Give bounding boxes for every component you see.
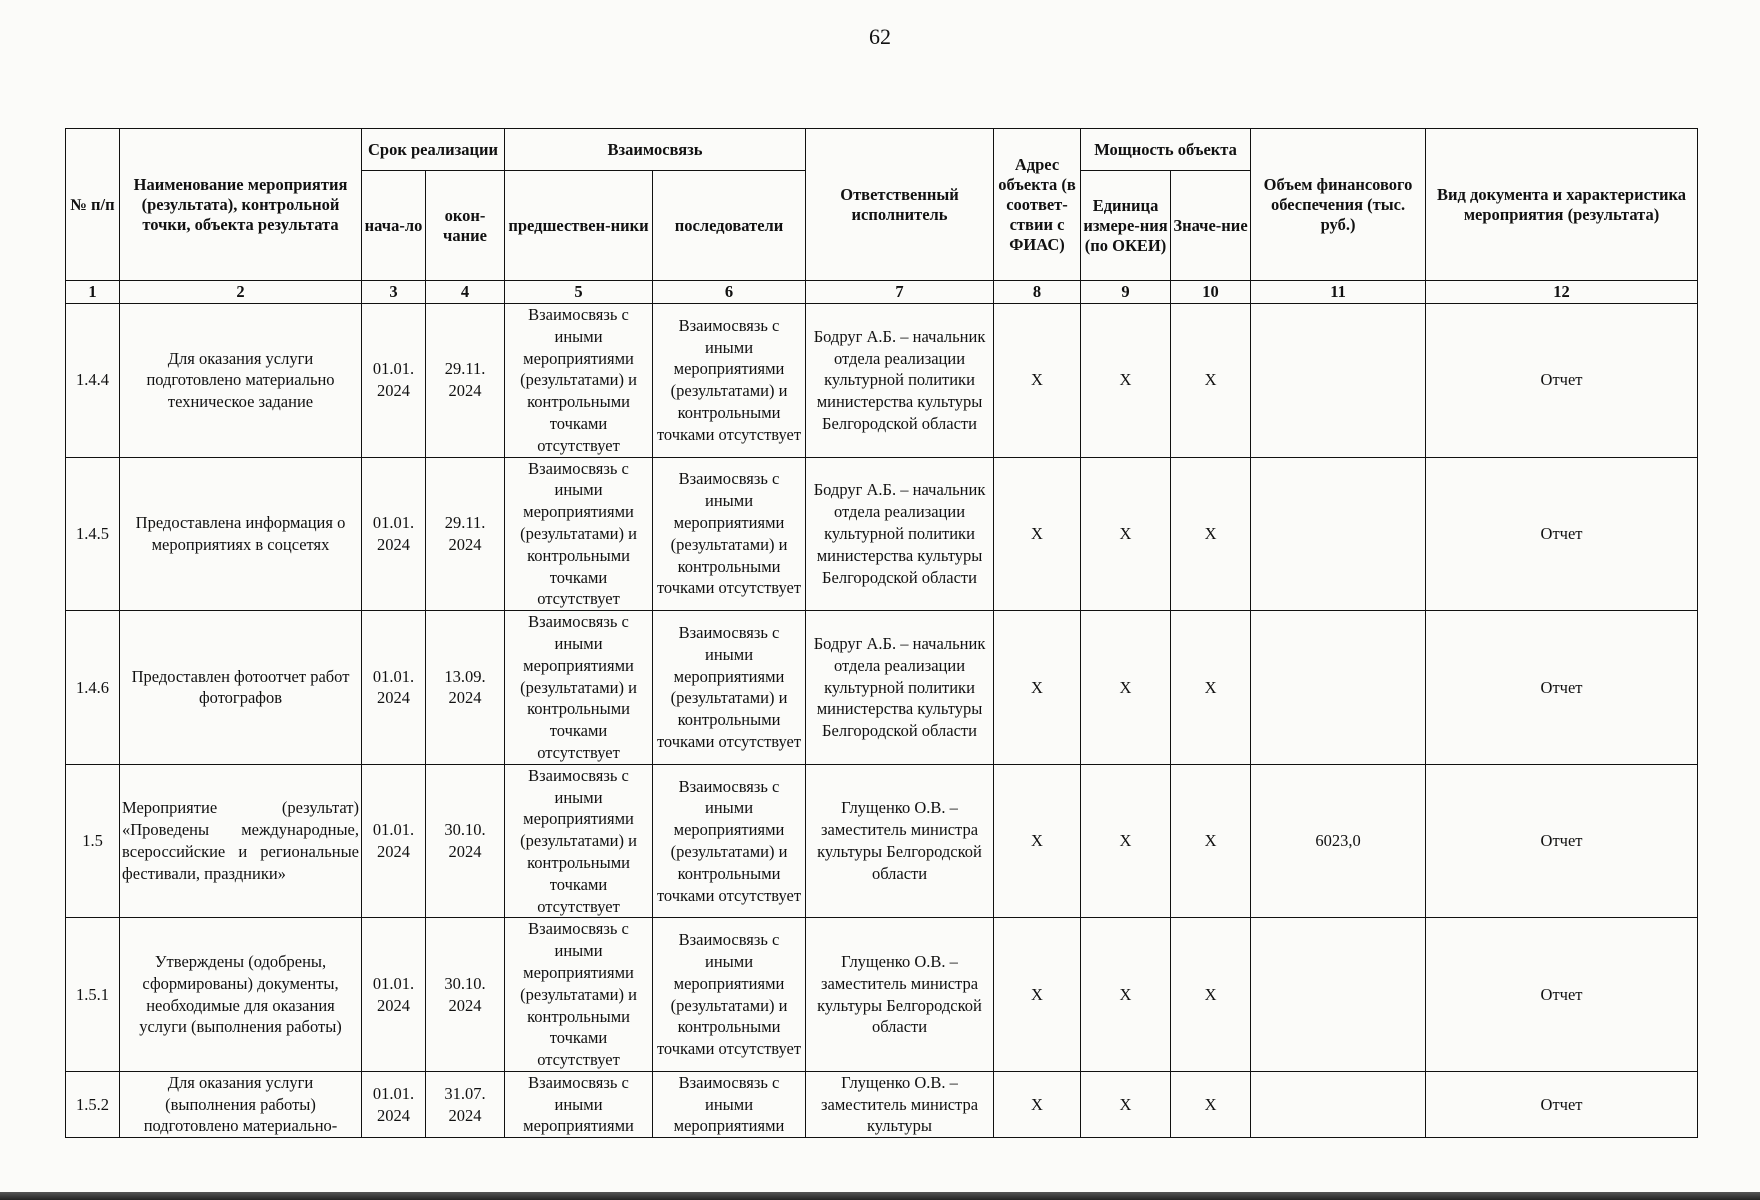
column-number: 5	[505, 281, 653, 304]
row-doc-type: Отчет	[1426, 764, 1698, 918]
row-value: Х	[1171, 457, 1251, 611]
row-end: 30.10. 2024	[426, 764, 505, 918]
row-value: Х	[1171, 764, 1251, 918]
row-start: 01.01. 2024	[362, 304, 426, 458]
row-predecessors: Взаимосвязь с иными мероприятиями (результатами) и контрольными точками отсутствует	[505, 304, 653, 458]
header-term: Срок реализации	[362, 129, 505, 171]
row-responsible: Глущенко О.В. – заместитель министра культуры	[806, 1071, 994, 1137]
row-doc-type: Отчет	[1426, 918, 1698, 1072]
row-name: Для оказания услуги подготовлено материально техническое задание	[120, 304, 362, 458]
row-value: Х	[1171, 918, 1251, 1072]
row-unit: Х	[1081, 457, 1171, 611]
header-num: № п/п	[66, 129, 120, 281]
row-predecessors: Взаимосвязь с иными мероприятиями (результатами) и контрольными точками отсутствует	[505, 611, 653, 765]
row-doc-type: Отчет	[1426, 1071, 1698, 1137]
row-name: Для оказания услуги (выполнения работы) подготовлено материально-	[120, 1071, 362, 1137]
row-num: 1.5.1	[66, 918, 120, 1072]
row-responsible: Глущенко О.В. – заместитель министра культуры Белгородской области	[806, 764, 994, 918]
row-predecessors: Взаимосвязь с иными мероприятиями (результатами) и контрольными точками отсутствует	[505, 764, 653, 918]
row-successors: Взаимосвязь с иными мероприятиями	[653, 1071, 806, 1137]
row-responsible: Бодруг А.Б. – начальник отдела реализации культурной политики министерства культуры Белгородской области	[806, 457, 994, 611]
row-num: 1.4.4	[66, 304, 120, 458]
header-doc-type: Вид документа и характеристика мероприятия (результата)	[1426, 129, 1698, 281]
header-responsible: Ответственный исполнитель	[806, 129, 994, 281]
row-unit: Х	[1081, 764, 1171, 918]
row-address: Х	[994, 611, 1081, 765]
row-unit: Х	[1081, 1071, 1171, 1137]
row-finance	[1251, 1071, 1426, 1137]
row-finance	[1251, 457, 1426, 611]
row-end: 29.11. 2024	[426, 457, 505, 611]
row-responsible: Глущенко О.В. – заместитель министра культуры Белгородской области	[806, 918, 994, 1072]
row-num: 1.4.5	[66, 457, 120, 611]
row-predecessors: Взаимосвязь с иными мероприятиями	[505, 1071, 653, 1137]
page-number: 62	[869, 24, 891, 49]
row-start: 01.01. 2024	[362, 457, 426, 611]
row-name: Утверждены (одобрены, сформированы) документы, необходимые для оказания услуги (выполнения работы)	[120, 918, 362, 1072]
row-predecessors: Взаимосвязь с иными мероприятиями (результатами) и контрольными точками отсутствует	[505, 918, 653, 1072]
column-number: 8	[994, 281, 1081, 304]
row-unit: Х	[1081, 611, 1171, 765]
row-doc-type: Отчет	[1426, 457, 1698, 611]
column-number: 11	[1251, 281, 1426, 304]
header-successors: последователи	[653, 171, 806, 281]
column-number: 3	[362, 281, 426, 304]
row-successors: Взаимосвязь с иными мероприятиями (результатами) и контрольными точками отсутствует	[653, 764, 806, 918]
column-number-row	[66, 281, 1698, 304]
row-end: 31.07. 2024	[426, 1071, 505, 1137]
table-row	[66, 304, 1698, 458]
column-number: 2	[120, 281, 362, 304]
header-capacity: Мощность объекта	[1081, 129, 1251, 171]
header-term-end: окон-чание	[426, 171, 505, 281]
column-number: 10	[1171, 281, 1251, 304]
header-value: Значе-ние	[1171, 171, 1251, 281]
row-responsible: Бодруг А.Б. – начальник отдела реализации культурной политики министерства культуры Белгородской области	[806, 304, 994, 458]
row-name: Предоставлена информация о мероприятиях в соцсетях	[120, 457, 362, 611]
row-value: Х	[1171, 1071, 1251, 1137]
row-finance: 6023,0	[1251, 764, 1426, 918]
header-predecessors: предшествен-ники	[505, 171, 653, 281]
table-row	[66, 1071, 1698, 1137]
table-row	[66, 764, 1698, 918]
header-address: Адрес объекта (в соответ-ствии с ФИАС)	[994, 129, 1081, 281]
header-term-start: нача-ло	[362, 171, 426, 281]
row-start: 01.01. 2024	[362, 1071, 426, 1137]
row-end: 29.11. 2024	[426, 304, 505, 458]
table-row	[66, 918, 1698, 1072]
header-finance: Объем финансового обеспечения (тыс. руб.)	[1251, 129, 1426, 281]
row-value: Х	[1171, 611, 1251, 765]
row-address: Х	[994, 304, 1081, 458]
row-unit: Х	[1081, 304, 1171, 458]
row-successors: Взаимосвязь с иными мероприятиями (результатами) и контрольными точками отсутствует	[653, 611, 806, 765]
row-start: 01.01. 2024	[362, 918, 426, 1072]
row-start: 01.01. 2024	[362, 611, 426, 765]
column-number: 6	[653, 281, 806, 304]
row-address: Х	[994, 918, 1081, 1072]
row-num: 1.4.6	[66, 611, 120, 765]
table-row	[66, 457, 1698, 611]
row-end: 13.09. 2024	[426, 611, 505, 765]
row-end: 30.10. 2024	[426, 918, 505, 1072]
header-unit: Единица измере-ния (по ОКЕИ)	[1081, 171, 1171, 281]
row-responsible: Бодруг А.Б. – начальник отдела реализации культурной политики министерства культуры Белгородской области	[806, 611, 994, 765]
row-finance	[1251, 611, 1426, 765]
column-number: 9	[1081, 281, 1171, 304]
row-successors: Взаимосвязь с иными мероприятиями (результатами) и контрольными точками отсутствует	[653, 918, 806, 1072]
row-start: 01.01. 2024	[362, 764, 426, 918]
row-address: Х	[994, 457, 1081, 611]
column-number: 1	[66, 281, 120, 304]
table-row	[66, 611, 1698, 765]
row-doc-type: Отчет	[1426, 304, 1698, 458]
column-number: 4	[426, 281, 505, 304]
row-num: 1.5	[66, 764, 120, 918]
header-name: Наименование мероприятия (результата), контрольной точки, объекта результата	[120, 129, 362, 281]
column-number: 12	[1426, 281, 1698, 304]
row-finance	[1251, 918, 1426, 1072]
row-name: Предоставлен фотоотчет работ фотографов	[120, 611, 362, 765]
header-relation: Взаимосвязь	[505, 129, 806, 171]
plan-table	[65, 128, 1698, 1138]
column-number: 7	[806, 281, 994, 304]
row-value: Х	[1171, 304, 1251, 458]
scan-edge-divider	[0, 1192, 1760, 1200]
row-successors: Взаимосвязь с иными мероприятиями (результатами) и контрольными точками отсутствует	[653, 457, 806, 611]
row-address: Х	[994, 764, 1081, 918]
row-num: 1.5.2	[66, 1071, 120, 1137]
row-predecessors: Взаимосвязь с иными мероприятиями (результатами) и контрольными точками отсутствует	[505, 457, 653, 611]
row-address: Х	[994, 1071, 1081, 1137]
row-successors: Взаимосвязь с иными мероприятиями (результатами) и контрольными точками отсутствует	[653, 304, 806, 458]
row-finance	[1251, 304, 1426, 458]
row-name: Мероприятие (результат) «Проведены международные, всероссийские и региональные фестивали, праздники»	[120, 764, 362, 918]
row-unit: Х	[1081, 918, 1171, 1072]
row-doc-type: Отчет	[1426, 611, 1698, 765]
